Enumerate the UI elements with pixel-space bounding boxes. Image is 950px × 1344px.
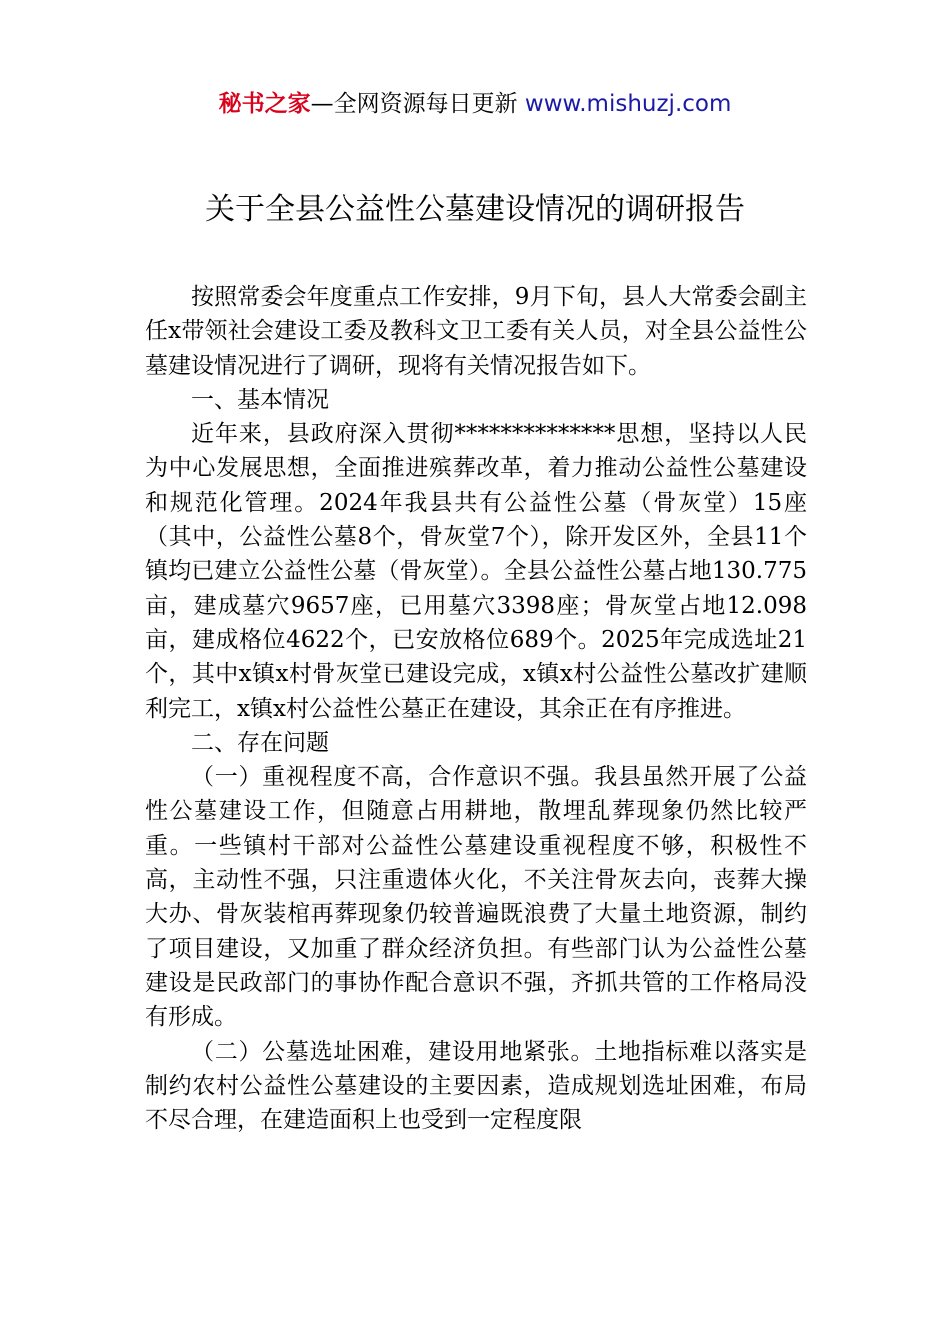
site-url: www.mishuzj.com	[524, 91, 732, 117]
section-heading-basic: 一、基本情况	[191, 386, 329, 413]
issue-1-paragraph: （一）重视程度不高，合作意识不强。我县虽然开展了公益性公墓建设工作，但随意占用耕地，散埋乱葬现象仍然比较严重。一些镇村干部对公益性公墓建设重视程度不够，积极性不高，主动性不强，只注重遗体火化，不关注骨灰去向，丧葬大操大办、骨灰装棺再葬现象仍较普遍既浪费了大量土地资源，制约了项目建设，又加重了群众经济负担。有些部门认为公益性公墓建设是民政部门的事协作配合意识不强，齐抓共管的工作格局没有形成。	[145, 764, 807, 1031]
site-tagline: —全网资源每日更新	[310, 91, 525, 117]
site-header	[0, 86, 950, 122]
intro-paragraph: 按照常委会年度重点工作安排，9月下旬，县人大常委会副主任x带领社会建设工委及教科文卫工委有关人员，对全县公益性公墓建设情况进行了调研，现将有关情况报告如下。	[145, 284, 807, 379]
document-title: 关于全县公益性公墓建设情况的调研报告	[205, 192, 745, 227]
section-heading-problems: 二、存在问题	[191, 729, 329, 756]
issue-2-paragraph: （二）公墓选址困难，建设用地紧张。土地指标难以落实是制约农村公益性公墓建设的主要因素，造成规划选址困难，布局不尽合理，在建造面积上也受到一定程度限	[145, 1038, 807, 1134]
site-brand: 秘书之家	[218, 91, 311, 117]
document-body	[145, 280, 807, 1137]
basic-situation-paragraph: 近年来，县政府深入贯彻**************思想，坚持以人民为中心发展思想，全面推进殡葬改革，着力推动公益性公墓建设和规范化管理。2024年我县共有公益性公墓（骨灰堂）15座（其中，公益性公墓8个，骨灰堂7个），除开发区外，全县11个镇均已建立公益性公墓（骨灰堂）。全县公益性公墓占地130.775亩，建成墓穴9657座，已用墓穴3398座；骨灰堂占地12.098亩，建成格位4622个，已安放格位689个。2025年完成选址21个，其中x镇x村骨灰堂已建设完成，x镇x村公益性公墓改扩建顺利完工，x镇x村公益性公墓正在建设，其余正在有序推进。	[145, 421, 807, 722]
